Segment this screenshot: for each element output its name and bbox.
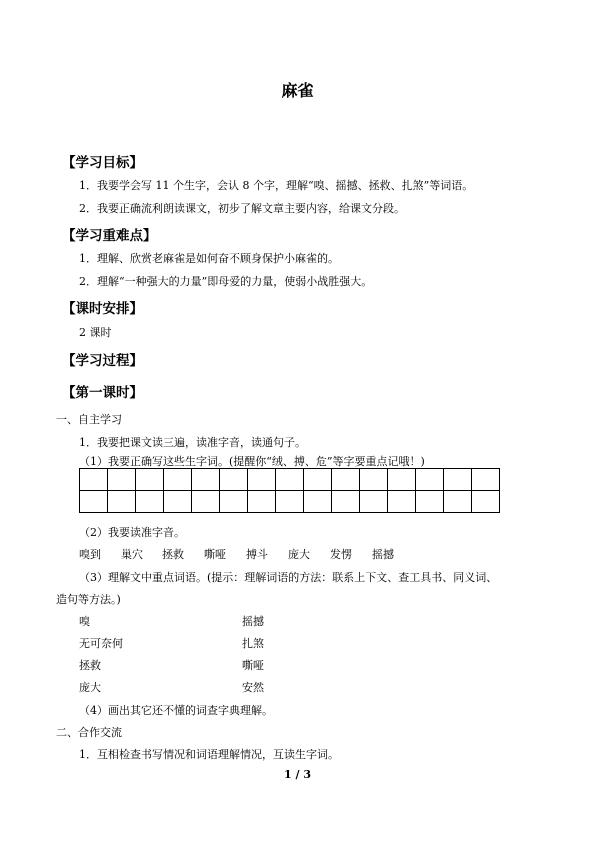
write-words-instruction: （1）我要正确写这些生字词。(提醒你“绒、搏、危”等字要重点记哦！) (79, 455, 425, 468)
writing-cell[interactable] (416, 491, 444, 513)
process-heading: 【学习过程】 (62, 353, 143, 369)
writing-cell[interactable] (80, 491, 108, 513)
vocab-term: 嗅 (79, 615, 90, 628)
writing-cell[interactable] (332, 491, 360, 513)
cooperation-heading: 二、合作交流 (56, 726, 122, 739)
word-item: 嘶哑 (204, 548, 226, 561)
writing-cell[interactable] (304, 491, 332, 513)
word-item: 摇撼 (372, 548, 394, 561)
writing-cell[interactable] (248, 469, 276, 491)
writing-cell[interactable] (332, 469, 360, 491)
writing-cell[interactable] (192, 469, 220, 491)
key-words-instruction-cont: 造句等方法。) (56, 593, 121, 606)
writing-cell[interactable] (304, 469, 332, 491)
writing-cell[interactable] (276, 491, 304, 513)
writing-cell[interactable] (136, 469, 164, 491)
writing-cell[interactable] (108, 491, 136, 513)
writing-cell[interactable] (472, 469, 500, 491)
goal-item-2: 2．我要正确流利朗读课文，初步了解文章主要内容，给课文分段。 (79, 202, 405, 215)
vocab-term: 扎煞 (242, 637, 264, 650)
vocab-term: 无可奈何 (79, 637, 123, 650)
writing-cell[interactable] (444, 491, 472, 513)
vocab-term: 拯救 (79, 659, 101, 672)
word-item: 搏斗 (246, 548, 268, 561)
writing-cell[interactable] (416, 469, 444, 491)
writing-cell[interactable] (276, 469, 304, 491)
page-number: 1 / 3 (284, 768, 311, 781)
writing-grid-row (80, 469, 500, 491)
writing-cell[interactable] (220, 469, 248, 491)
word-item: 拯救 (162, 548, 184, 561)
keypoint-item-1: 1．理解、欣赏老麻雀是如何奋不顾身保护小麻雀的。 (79, 252, 339, 265)
keypoint-item-2: 2．理解“一种强大的力量”即母爱的力量，使弱小战胜强大。 (79, 275, 373, 288)
vocab-term: 庞大 (79, 681, 101, 694)
keypoints-heading: 【学习重难点】 (62, 228, 157, 244)
writing-grid-row (80, 491, 500, 513)
writing-cell[interactable] (388, 469, 416, 491)
word-item: 发愣 (330, 548, 352, 561)
writing-cell[interactable] (248, 491, 276, 513)
vocab-term: 安然 (242, 681, 264, 694)
writing-cell[interactable] (360, 469, 388, 491)
vocab-term: 摇撼 (242, 615, 264, 628)
lesson1-heading: 【第一课时】 (62, 385, 143, 401)
word-item: 巢穴 (121, 548, 143, 561)
writing-cell[interactable] (444, 469, 472, 491)
goal-item-1: 1．我要学会写 11 个生字，会认 8 个字，理解“嗅、摇撼、拯救、扎煞”等词语。 (79, 179, 474, 192)
writing-cell[interactable] (80, 469, 108, 491)
key-words-instruction: （3）理解文中重点词语。(提示：理解词语的方法：联系上下文、查工具书、同义词、 (79, 571, 498, 584)
cooperation-item-1: 1．互相检查书写情况和词语理解情况，互读生字词。 (79, 748, 339, 761)
page-title: 麻雀 (281, 81, 314, 100)
schedule-text: 2 课时 (79, 326, 112, 339)
dictionary-instruction: （4）画出其它还不懂的词查字典理解。 (79, 704, 273, 717)
schedule-heading: 【课时安排】 (62, 301, 143, 317)
vocab-term: 嘶哑 (242, 659, 264, 672)
self-study-item-1: 1．我要把课文读三遍，读准字音，读通句子。 (79, 436, 306, 449)
writing-cell[interactable] (192, 491, 220, 513)
writing-cell[interactable] (472, 491, 500, 513)
writing-cell[interactable] (136, 491, 164, 513)
writing-cell[interactable] (108, 469, 136, 491)
word-item: 嗅到 (79, 548, 101, 561)
read-aloud-instruction: （2）我要读准字音。 (79, 526, 185, 539)
writing-cell[interactable] (388, 491, 416, 513)
writing-cell[interactable] (220, 491, 248, 513)
writing-cell[interactable] (360, 491, 388, 513)
goals-heading: 【学习目标】 (62, 155, 143, 171)
writing-grid[interactable] (79, 468, 500, 513)
writing-cell[interactable] (164, 491, 192, 513)
writing-cell[interactable] (164, 469, 192, 491)
word-item: 庞大 (288, 548, 310, 561)
self-study-heading: 一、自主学习 (56, 413, 122, 426)
